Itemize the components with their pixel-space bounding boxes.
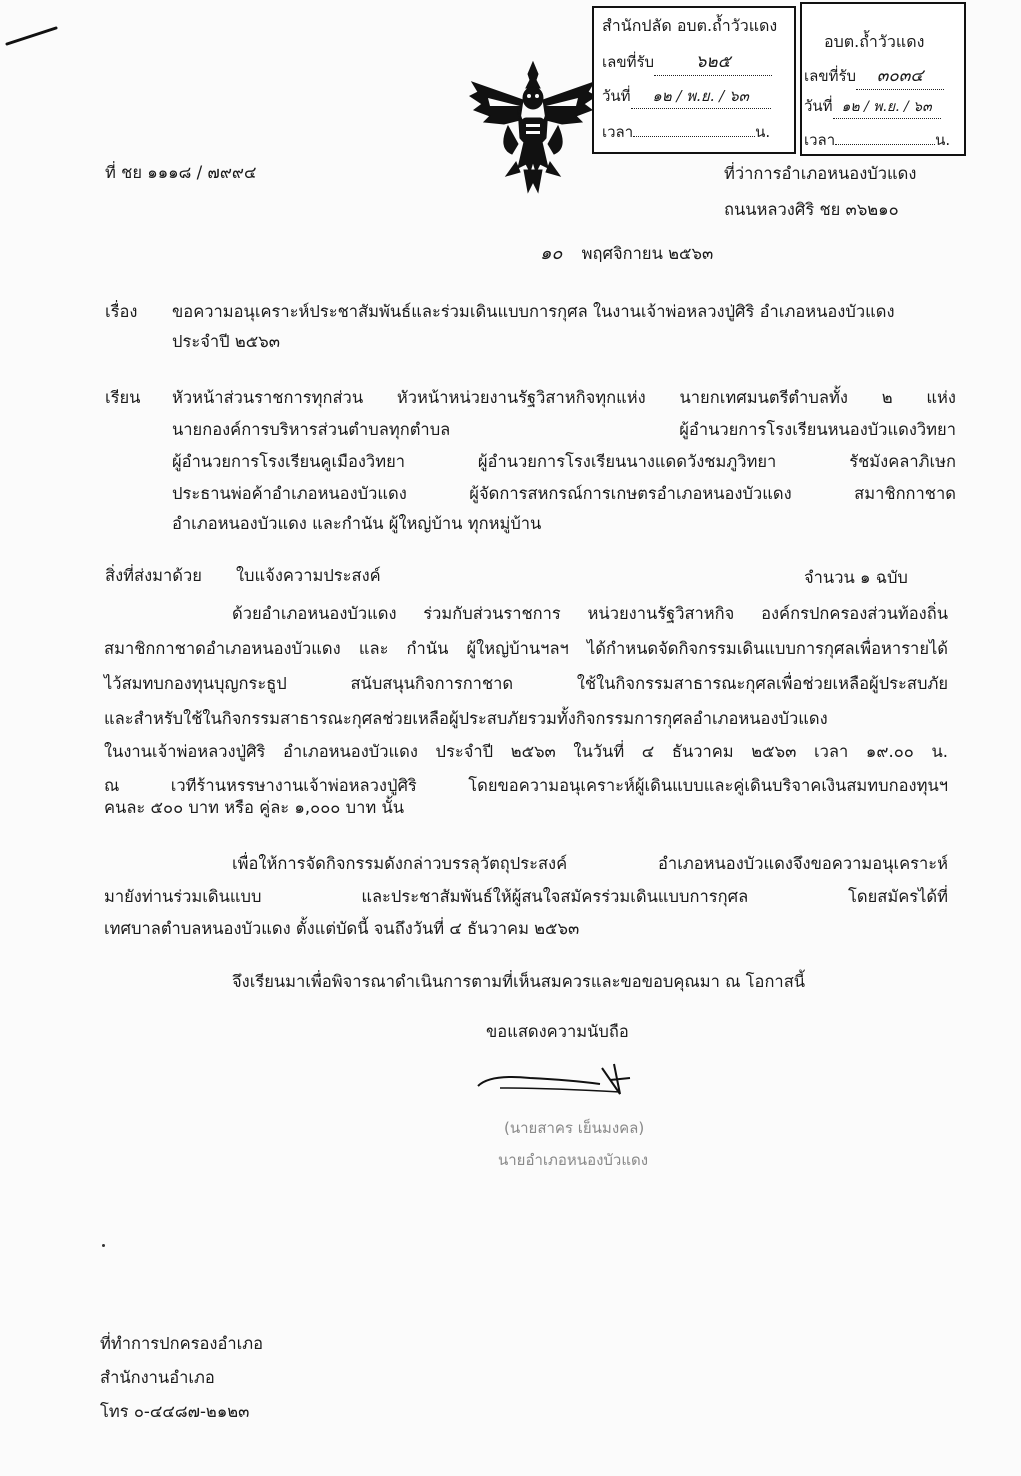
paragraph-line: มายังท่านร่วมเดินแบบ และประชาสัมพันธ์ให้ผู้สนใจสมัครร่วมเดินแบบการกุศล โดยสมัครได้ที่ xyxy=(104,887,948,906)
paragraph-line: ด้วยอำเภอหนองบัวแดง ร่วมกับส่วนราชการ หน่วยงานรัฐวิสาหกิจ องค์กรปกครองส่วนท้องถิ่น xyxy=(232,604,948,623)
sender-address-line2: ถนนหลวงศิริ ชย ๓๖๒๑๐ xyxy=(724,200,899,219)
stamp1-receive-no: ๖๒๕ xyxy=(695,52,731,72)
stamp2-date-label: วันที่ xyxy=(804,97,833,115)
paragraph-line: และสำหรับใช้ในกิจกรรมสาธารณะกุศลช่วยเหลือผู้ประสบภัยรวมทั้งกิจกรรมการกุศลอำเภอหนองบัวแดง xyxy=(104,709,828,728)
signature-image xyxy=(470,1058,650,1104)
recipient-label: เรียน xyxy=(105,388,141,407)
paragraph-line: ไว้สมทบกองทุนบุญกระธูป สนับสนุนกิจการกาชาด ใช้ในกิจกรรมสาธารณะกุศลเพื่อช่วยเหลือผู้ประสบภัย xyxy=(104,674,948,693)
attachment-label: สิ่งที่ส่งมาด้วย xyxy=(105,566,202,585)
receipt-stamp-subdistrict-office xyxy=(592,6,796,154)
sender-address-line1: ที่ว่าการอำเภอหนองบัวแดง xyxy=(724,164,917,183)
stamp2-receive-no-label: เลขที่รับ xyxy=(804,67,857,85)
recipient-line: ผู้อำนวยการโรงเรียนคูเมืองวิทยา ผู้อำนวยการโรงเรียนนางแดดวังชมภูวิทยา รัชมังคลาภิเษก xyxy=(172,452,956,471)
stamp1-date-label: วันที่ xyxy=(602,87,631,105)
pen-mark xyxy=(4,24,60,48)
document-date xyxy=(540,244,713,264)
stamp1-date: ๑๒ / พ.ย. / ๖๓ xyxy=(652,87,749,105)
attachment-quantity: จำนวน ๑ ฉบับ xyxy=(804,568,908,587)
closing-salutation: ขอแสดงความนับถือ xyxy=(486,1022,629,1041)
date-month-year: พฤศจิกายน ๒๕๖๓ xyxy=(581,244,714,263)
stamp2-time-suffix: น. xyxy=(935,131,951,149)
recipient-line: อำเภอหนองบัวแดง และกำนัน ผู้ใหญ่บ้าน ทุกหมู่บ้าน xyxy=(172,514,542,533)
paragraph-line: ณ เวทีร้านหรรษางานเจ้าพ่อหลวงปู่ศิริ โดยขอความอนุเคราะห์ผู้เดินแบบและคู่เดินบริจาคเงินสมทบกองทุนฯ xyxy=(104,776,948,795)
document-number: ที่ ชย ๑๑๑๘ / ๗๙๙๔ xyxy=(105,163,257,182)
stamp1-receive-no-label: เลขที่รับ xyxy=(602,53,655,71)
stamp2-time-label: เวลา xyxy=(804,131,836,149)
recipient-line: ประธานพ่อค้าอำเภอหนองบัวแดง ผู้จัดการสหกรณ์การเกษตรอำเภอหนองบัวแดง สมาชิกกาชาด xyxy=(172,484,956,503)
stamp1-time-label: เวลา xyxy=(602,123,634,141)
subject-line2: ประจำปี ๒๕๖๓ xyxy=(172,332,280,351)
paragraph-line: คนละ ๕๐๐ บาท หรือ คู่ละ ๑,๐๐๐ บาท นั้น xyxy=(104,798,405,817)
signatory-title: นายอำเภอหนองบัวแดง xyxy=(498,1151,649,1169)
closing-request: จึงเรียนมาเพื่อพิจารณาดำเนินการตามที่เห็นสมควรและขอขอบคุณมา ณ โอกาสนี้ xyxy=(232,972,806,991)
stamp1-office: สำนักปลัด อบต.ถ้ำวัวแดง xyxy=(602,16,778,35)
stamp2-date: ๑๒ / พ.ย. / ๖๓ xyxy=(841,99,932,115)
stamp1-time-suffix: น. xyxy=(755,123,771,141)
garuda-emblem-icon xyxy=(468,58,598,198)
paragraph-line: เพื่อให้การจัดกิจกรรมดังกล่าวบรรลุวัตถุประสงค์ อำเภอหนองบัวแดงจึงขอความอนุเคราะห์ xyxy=(232,854,948,873)
footer-line3: โทร ๐-๔๔๘๗-๒๑๒๓ xyxy=(100,1402,250,1421)
paragraph-line: สมาชิกกาชาดอำเภอหนองบัวแดง และ กำนัน ผู้ใหญ่บ้านฯลฯ ได้กำหนดจัดกิจกรรมเดินแบบการกุศลเพื่อหารายได้ xyxy=(104,639,948,658)
stamp2-office: อบต.ถ้ำวัวแดง xyxy=(824,32,925,51)
paragraph-line: เทศบาลตำบลหนองบัวแดง ตั้งแต่บัดนี้ จนถึงวันที่ ๔ ธันวาคม ๒๕๖๓ xyxy=(104,919,580,938)
recipient-line: นายกองค์การบริหารส่วนตำบลทุกตำบล ผู้อำนวยการโรงเรียนหนองบัวแดงวิทยา xyxy=(172,420,956,439)
recipient-line: หัวหน้าส่วนราชการทุกส่วน หัวหน้าหน่วยงานรัฐวิสาหกิจทุกแห่ง นายกเทศมนตรีตำบลทั้ง ๒ แห่ง xyxy=(172,388,956,407)
dot-mark xyxy=(102,1244,105,1247)
receipt-stamp-sao xyxy=(800,2,966,156)
signatory-name: (นายสาคร เย็นมงคล) xyxy=(504,1119,645,1137)
subject-line1: ขอความอนุเคราะห์ประชาสัมพันธ์และร่วมเดินแบบการกุศล ในงานเจ้าพ่อหลวงปู่ศิริ อำเภอหนองบัวแดง xyxy=(172,302,895,321)
stamp2-receive-no: ๓๐๓๔ xyxy=(876,66,924,86)
footer-line1: ที่ทำการปกครองอำเภอ xyxy=(100,1334,264,1353)
date-day: ๑๐ xyxy=(540,243,563,264)
subject-label: เรื่อง xyxy=(105,302,138,321)
attachment-item: ใบแจ้งความประสงค์ xyxy=(236,566,381,585)
footer-line2: สำนักงานอำเภอ xyxy=(100,1368,215,1387)
paragraph-line: ในงานเจ้าพ่อหลวงปู่ศิริ อำเภอหนองบัวแดง ประจำปี ๒๕๖๓ ในวันที่ ๔ ธันวาคม ๒๕๖๓ เวลา ๑๙.๐๐ น. xyxy=(104,742,948,761)
